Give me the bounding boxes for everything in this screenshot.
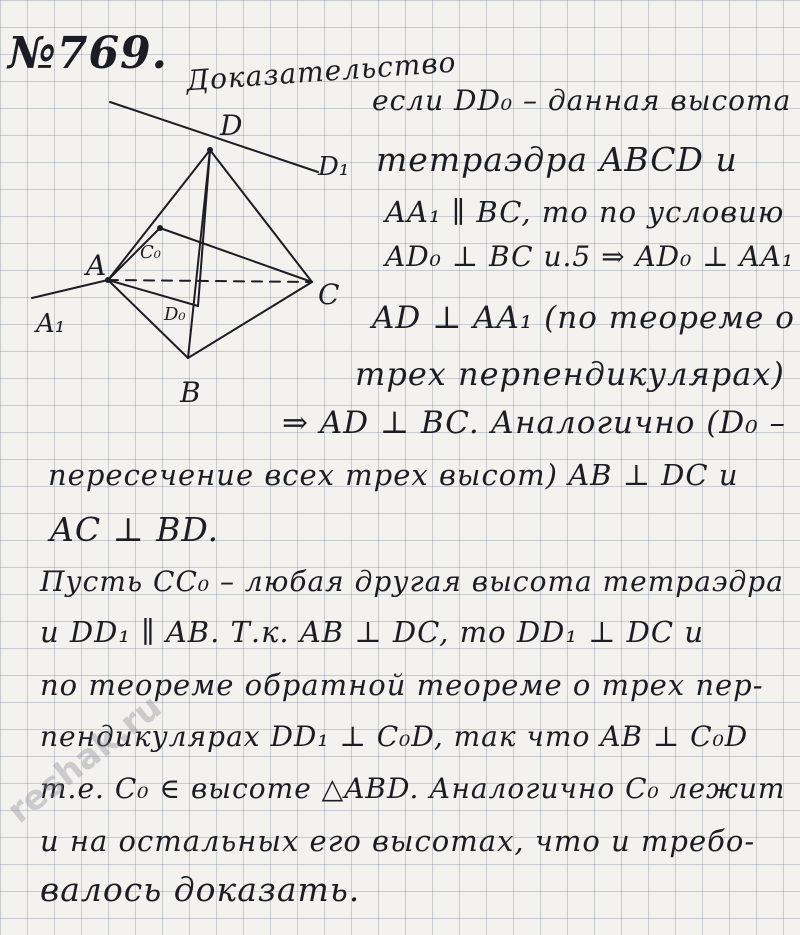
text-line-10: Пусть CC₀ – любая другая высота тетраэдра [40, 565, 784, 598]
text-line-1: если DD₀ – данная высота [372, 84, 792, 117]
text-line-11: и DD₁ ∥ AB. Т.к. AB ⊥ DC, то DD₁ ⊥ DC и [40, 615, 705, 649]
text-line-16: валось доказать. [40, 870, 361, 909]
height-d-d0 [198, 150, 210, 306]
text-line-15: и на остальных его высотах, что и требо- [40, 824, 756, 858]
tetrahedron-figure [0, 80, 360, 410]
edge-b-c [188, 282, 312, 358]
label-b: B [180, 376, 201, 409]
text-line-8: пересечение всех трех высот) AB ⊥ DC и [48, 458, 739, 492]
label-a: A [86, 249, 107, 282]
edge-d-c [210, 150, 312, 282]
label-a1: A₁ [36, 309, 66, 339]
proof-title: Доказательство [185, 45, 458, 98]
text-line-13: пендикулярах DD₁ ⊥ C₀D, так что AB ⊥ C₀D [40, 720, 749, 753]
problem-number: №769. [8, 28, 168, 79]
line-d-d1 [110, 102, 318, 172]
edge-a-c [108, 280, 312, 282]
text-line-3: AA₁ ∥ BC, то по условию [385, 195, 785, 229]
text-line-5: AD ⊥ AA₁ (по теореме о [372, 300, 795, 336]
label-c: C [318, 278, 340, 311]
label-d1: D₁ [318, 152, 350, 182]
label-d: D [220, 109, 243, 142]
text-line-9: AC ⊥ BD. [50, 510, 220, 549]
text-line-4: AD₀ ⊥ BC и.5 ⇒ AD₀ ⊥ AA₁ [385, 240, 795, 273]
text-line-2: тетраэдра ABCD и [376, 140, 738, 179]
label-d0: D₀ [164, 304, 186, 325]
text-line-6: трех перпендикулярах) [355, 355, 785, 393]
text-line-7: ⇒ AD ⊥ BC. Аналогично (D₀ – [282, 405, 786, 441]
label-c0: C₀ [140, 242, 161, 263]
text-line-12: по теореме обратной теореме о трех пер- [40, 668, 764, 702]
line-a-a1 [32, 280, 108, 298]
height-c-c0 [160, 228, 312, 282]
text-line-14: т.е. C₀ ∈ высоте △ABD. Аналогично C₀ лежит [40, 772, 786, 805]
watermark: reshak.ru [0, 686, 170, 832]
